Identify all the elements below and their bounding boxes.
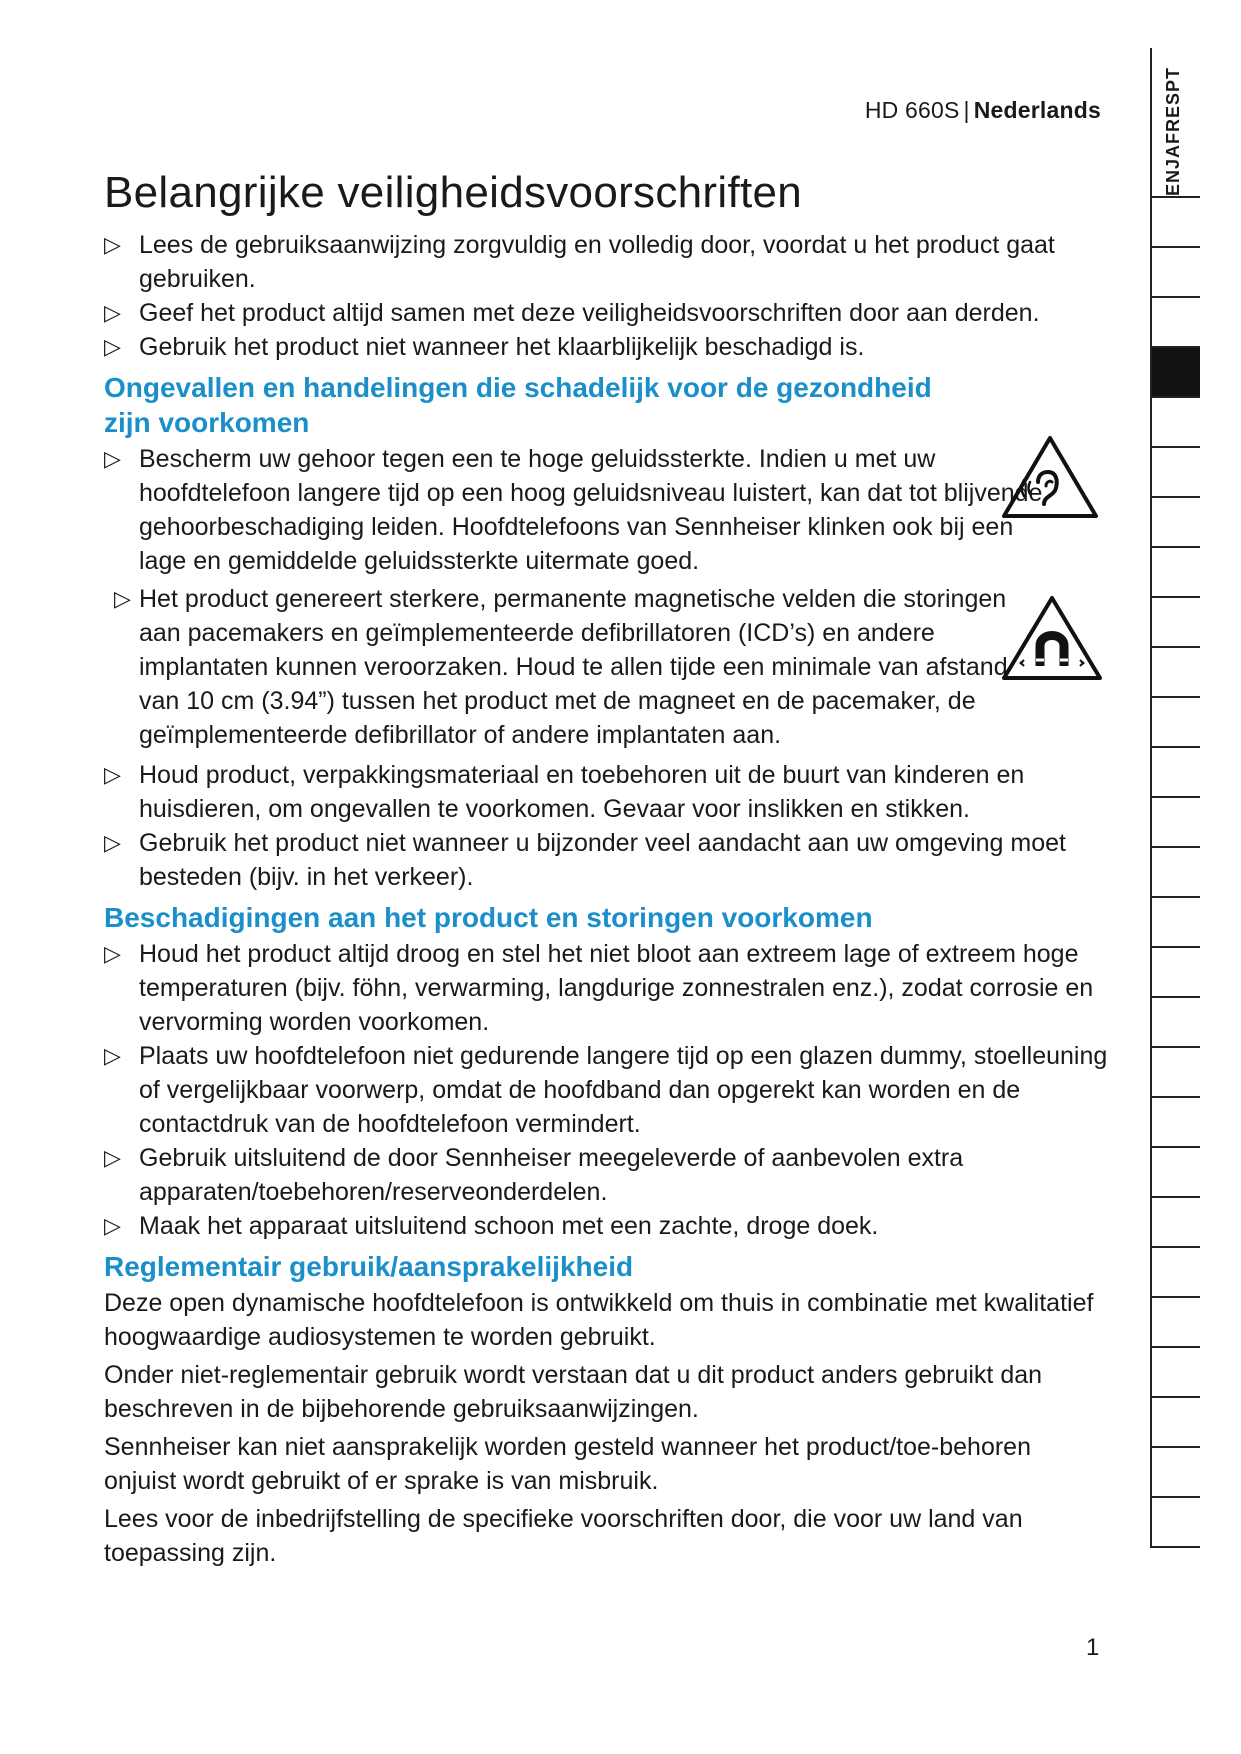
side-tab bbox=[1150, 1498, 1200, 1548]
list-item: ▷ Het product genereert sterkere, permanente magnetische velden die storingen aan pacemakers en geïmplementeerde defibrillatoren (ICD’s) en andere implantaten kunnen veroorzaken. Houd te allen tijde een minimale van afstand van 10 cm (3.94”) tussen het product met de magneet en de pacemaker, de geïmplementeerde defibrillator of andere implantaten aan. bbox=[104, 582, 1014, 752]
list-item: ▷ Gebruik het product niet wanneer het klaarblijkelijk beschadigd is. bbox=[104, 330, 1104, 364]
side-tab bbox=[1150, 998, 1200, 1048]
list-item: ▷ Geef het product altijd samen met deze veiligheidsvoorschriften door aan derden. bbox=[104, 296, 1104, 330]
side-tab bbox=[1150, 248, 1200, 298]
hearing-warning-icon bbox=[1000, 434, 1100, 520]
bullet-triangle-icon: ▷ bbox=[104, 1145, 121, 1170]
page-title: Belangrijke veiligheidsvoorschriften bbox=[104, 168, 803, 217]
list-item: ▷ Plaats uw hoofdtelefoon niet gedurende langere tijd op een glazen dummy, stoelleuning of vergelijkbaar voorwerp, omdat de hoofdband dan opgerekt kan worden en de contactdruk van de hoofdtelefoon vermindert. bbox=[104, 1039, 1129, 1141]
bullet-triangle-icon: ▷ bbox=[104, 762, 121, 787]
side-tab bbox=[1150, 648, 1200, 698]
bullet-triangle-icon: ▷ bbox=[104, 300, 121, 325]
list-item: ▷ Gebruik uitsluitend de door Sennheiser meegeleverde of aanbevolen extra apparaten/toebehoren/reserveonderdelen. bbox=[104, 1141, 1129, 1209]
intro-list bbox=[104, 228, 1104, 364]
bullet-triangle-icon: ▷ bbox=[104, 830, 121, 855]
side-tabs bbox=[1150, 198, 1200, 1548]
header-model: HD 660S bbox=[864, 97, 960, 123]
bullet-triangle-icon: ▷ bbox=[114, 586, 131, 611]
bullet-triangle-icon: ▷ bbox=[104, 1043, 121, 1068]
page-header bbox=[865, 97, 1101, 124]
side-tab bbox=[1150, 1148, 1200, 1198]
side-tab-active bbox=[1150, 348, 1200, 398]
side-tab bbox=[1150, 798, 1200, 848]
magnetic-field-warning-icon bbox=[1000, 594, 1104, 682]
header-separator: | bbox=[963, 97, 970, 123]
side-tab bbox=[1150, 1248, 1200, 1298]
paragraph: Sennheiser kan niet aansprakelijk worden gesteld wanneer het product/toe-behoren onjuist wordt gebruikt of er sprake is van misbruik. bbox=[104, 1433, 1031, 1495]
paragraph: Lees voor de inbedrijfstelling de specifieke voorschriften door, die voor uw land van toepassing zijn. bbox=[104, 1505, 1023, 1567]
side-tab bbox=[1150, 548, 1200, 598]
page-number: 1 bbox=[1086, 1634, 1100, 1661]
side-tab bbox=[1150, 1098, 1200, 1148]
side-tab bbox=[1150, 598, 1200, 648]
bullet-triangle-icon: ▷ bbox=[104, 446, 121, 471]
section2-list bbox=[104, 937, 1108, 1243]
side-tab bbox=[1150, 1298, 1200, 1348]
side-tab bbox=[1150, 1348, 1200, 1398]
section-heading: Reglementair gebruik/aansprakelijkheid bbox=[104, 1251, 634, 1282]
side-tab bbox=[1150, 448, 1200, 498]
header-language: Nederlands bbox=[973, 97, 1101, 123]
list-item: ▷ Houd product, verpakkingsmateriaal en toebehoren uit de buurt van kinderen en huisdieren, om ongevallen te voorkomen. Gevaar voor inslikken en stikken. bbox=[104, 758, 1129, 826]
side-tab bbox=[1150, 298, 1200, 348]
side-tab bbox=[1150, 848, 1200, 898]
side-tab bbox=[1150, 1398, 1200, 1448]
bullet-triangle-icon: ▷ bbox=[104, 941, 121, 966]
paragraph: Onder niet-reglementair gebruik wordt verstaan dat u dit product anders gebruikt dan beschreven in de bijbehorende gebruiksaanwijzingen. bbox=[104, 1361, 1043, 1423]
side-tab bbox=[1150, 498, 1200, 548]
list-item: ▷ Maak het apparaat uitsluitend schoon met een zachte, droge doek. bbox=[104, 1209, 1129, 1243]
side-tab bbox=[1150, 748, 1200, 798]
bullet-triangle-icon: ▷ bbox=[104, 334, 121, 359]
side-tab bbox=[1150, 698, 1200, 748]
section-heading: Beschadigingen aan het product en storingen voorkomen bbox=[104, 902, 873, 933]
section1-list bbox=[104, 442, 1104, 894]
bullet-triangle-icon: ▷ bbox=[104, 232, 121, 257]
side-tab bbox=[1150, 898, 1200, 948]
side-tab bbox=[1150, 1048, 1200, 1098]
section3-paragraphs bbox=[104, 1286, 1104, 1570]
list-item: ▷ Gebruik het product niet wanneer u bijzonder veel aandacht aan uw omgeving moet besteden (bijv. in het verkeer). bbox=[104, 826, 1129, 894]
list-item: ▷ Houd het product altijd droog en stel het niet bloot aan extreem lage of extreem hoge temperaturen (bijv. föhn, verwarming, langdurige zonnestralen enz.), zodat corrosie en vervorming worden voorkomen. bbox=[104, 937, 1129, 1039]
main-content bbox=[104, 228, 1108, 1574]
side-tab bbox=[1150, 1448, 1200, 1498]
side-tab bbox=[1150, 1198, 1200, 1248]
side-tab bbox=[1150, 948, 1200, 998]
bullet-triangle-icon: ▷ bbox=[104, 1213, 121, 1238]
side-tab bbox=[1150, 198, 1200, 248]
paragraph: Deze open dynamische hoofdtelefoon is ontwikkeld om thuis in combinatie met kwalitatief hoogwaardige audiosystemen te worden gebruikt. bbox=[104, 1289, 1094, 1351]
list-item: ▷ Bescherm uw gehoor tegen een te hoge geluidssterkte. Indien u met uw hoofdtelefoon langere tijd op een hoog geluidsniveau luistert, kan dat tot blijvende gehoorbeschadiging leiden. Hoofdtelefoons van Sennheiser klinken ook bij een lage en gemiddelde geluidssterkte uitermate goed. bbox=[104, 442, 1044, 578]
list-item: ▷ Lees de gebruiksaanwijzing zorgvuldig en volledig door, voordat u het product gaat gebruiken. bbox=[104, 228, 1104, 296]
side-tab bbox=[1150, 398, 1200, 448]
language-tab-label: ENJAFRESPT bbox=[1163, 66, 1183, 196]
section-heading: Ongevallen en handelingen die schadelijk voor de gezondheid zijn voorkomen bbox=[104, 372, 932, 438]
